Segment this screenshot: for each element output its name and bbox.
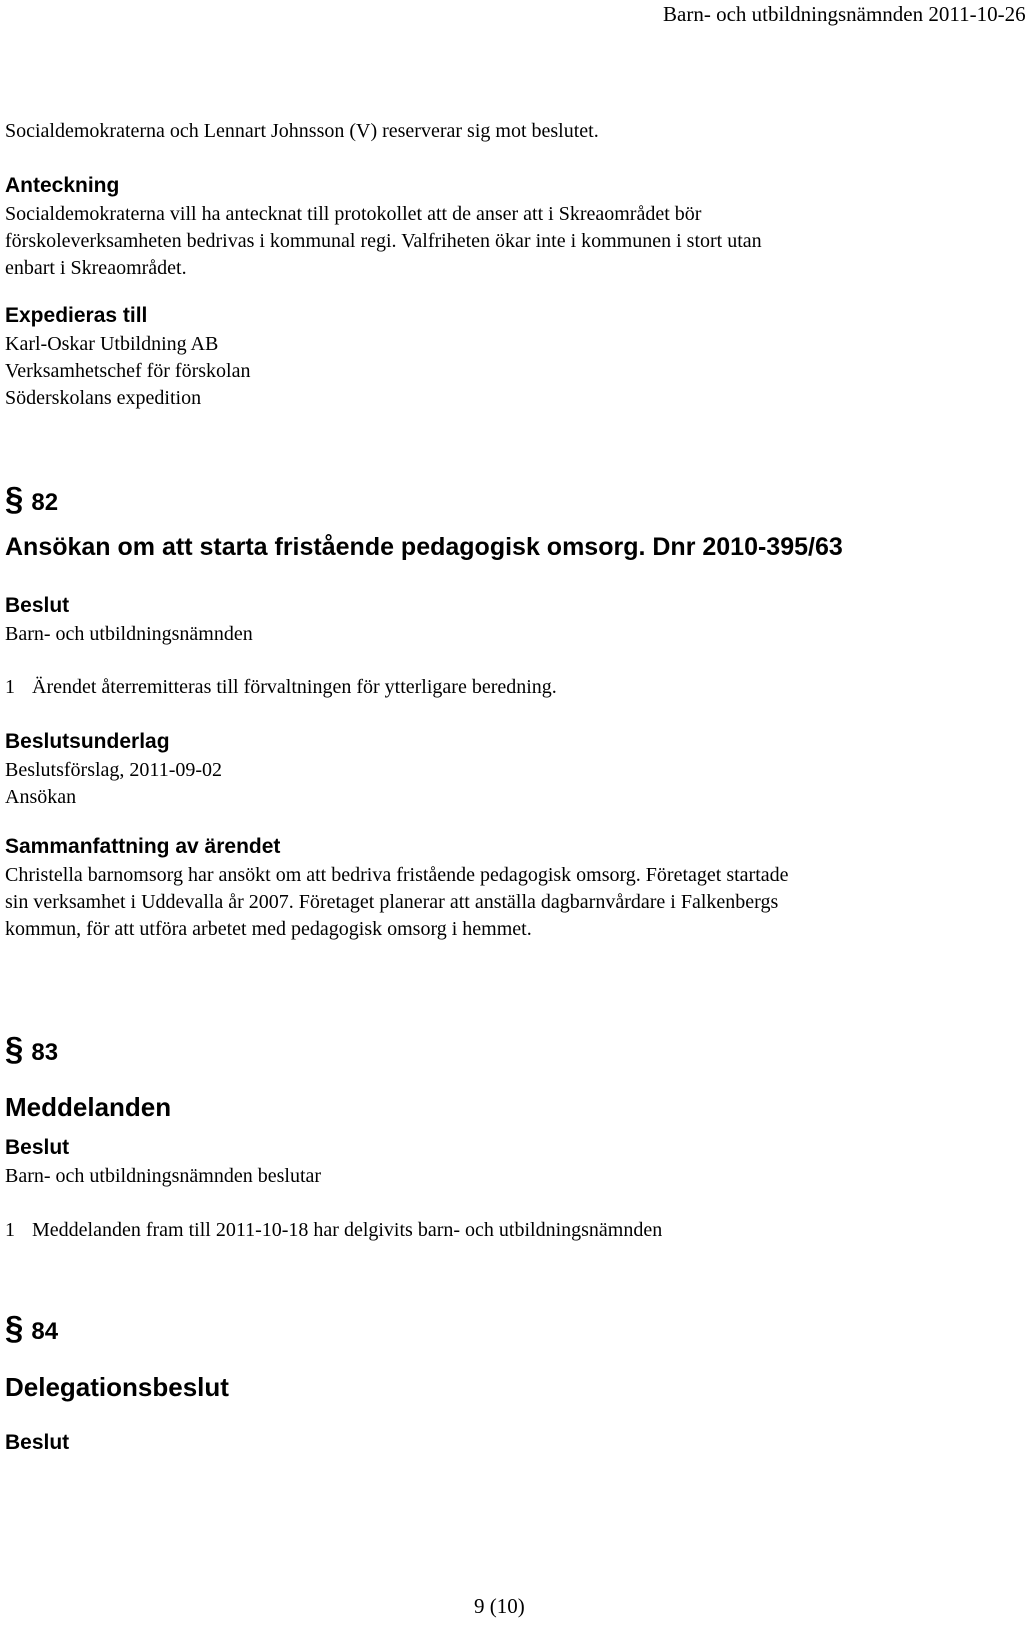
- section-symbol: §: [5, 1030, 24, 1067]
- section-83-beslut-heading: Beslut: [5, 1136, 70, 1159]
- section-82-number: [5, 480, 58, 518]
- decision-text: Ärendet återremitteras till förvaltningen för ytterligare beredning.: [32, 676, 557, 698]
- section-83-beslut-body: Barn- och utbildningsnämnden beslutar: [5, 1165, 322, 1187]
- section-82-summary-heading: Sammanfattning av ärendet: [5, 835, 281, 858]
- page-header-title: Barn- och utbildningsnämnden 2011-10-26: [663, 2, 1026, 26]
- anteckning-line: Socialdemokraterna vill ha antecknat till protokollet att de anser att i Skreaområdet bör: [5, 203, 702, 225]
- anteckning-line: enbart i Skreaområdet.: [5, 257, 187, 279]
- section-symbol: §: [5, 1309, 24, 1346]
- section-83-number: [5, 1030, 58, 1068]
- section-84-title: Delegationsbeslut: [5, 1372, 229, 1402]
- anteckning-heading: Anteckning: [5, 174, 120, 197]
- expedieras-line: Söderskolans expedition: [5, 387, 202, 409]
- section-83-decision: [5, 1216, 662, 1245]
- expedieras-heading: Expedieras till: [5, 304, 148, 327]
- section-82-beslut-heading: Beslut: [5, 594, 70, 617]
- reservation-text: Socialdemokraterna och Lennart Johnsson (V) reserverar sig mot beslutet.: [5, 120, 599, 142]
- summary-line: kommun, för att utföra arbetet med pedagogisk omsorg i hemmet.: [5, 918, 532, 940]
- summary-line: sin verksamhet i Uddevalla år 2007. Företaget planerar att anställa dagbarnvårdare i Falkenbergs: [5, 891, 779, 913]
- section-82-underlag-heading: Beslutsunderlag: [5, 730, 170, 753]
- summary-line: Christella barnomsorg har ansökt om att bedriva fristående pedagogisk omsorg. Företaget startade: [5, 864, 789, 886]
- section-84-number: [5, 1309, 58, 1347]
- section-84-beslut-heading: Beslut: [5, 1431, 70, 1454]
- decision-number: 1: [5, 1219, 15, 1241]
- underlag-line: Ansökan: [5, 786, 77, 808]
- decision-text: Meddelanden fram till 2011-10-18 har delgivits barn- och utbildningsnämnden: [32, 1219, 663, 1241]
- section-82-beslut-body: Barn- och utbildningsnämnden: [5, 623, 253, 645]
- anteckning-line: förskoleverksamheten bedrivas i kommunal regi. Valfriheten ökar inte i kommunen i stort utan: [5, 230, 762, 252]
- expedieras-line: Karl-Oskar Utbildning AB: [5, 333, 219, 355]
- section-number: 82: [31, 489, 59, 516]
- expedieras-line: Verksamhetschef för förskolan: [5, 360, 251, 382]
- section-83-title: Meddelanden: [5, 1092, 172, 1122]
- decision-number: 1: [5, 676, 15, 698]
- underlag-line: Beslutsförslag, 2011-09-02: [5, 759, 223, 781]
- section-symbol: §: [5, 480, 24, 517]
- section-number: 83: [31, 1039, 59, 1066]
- page-number: 9 (10): [474, 1594, 525, 1618]
- section-number: 84: [31, 1318, 59, 1345]
- section-82-title: Ansökan om att starta fristående pedagogisk omsorg. Dnr 2010-395/63: [5, 533, 843, 561]
- section-82-decision: [5, 673, 557, 702]
